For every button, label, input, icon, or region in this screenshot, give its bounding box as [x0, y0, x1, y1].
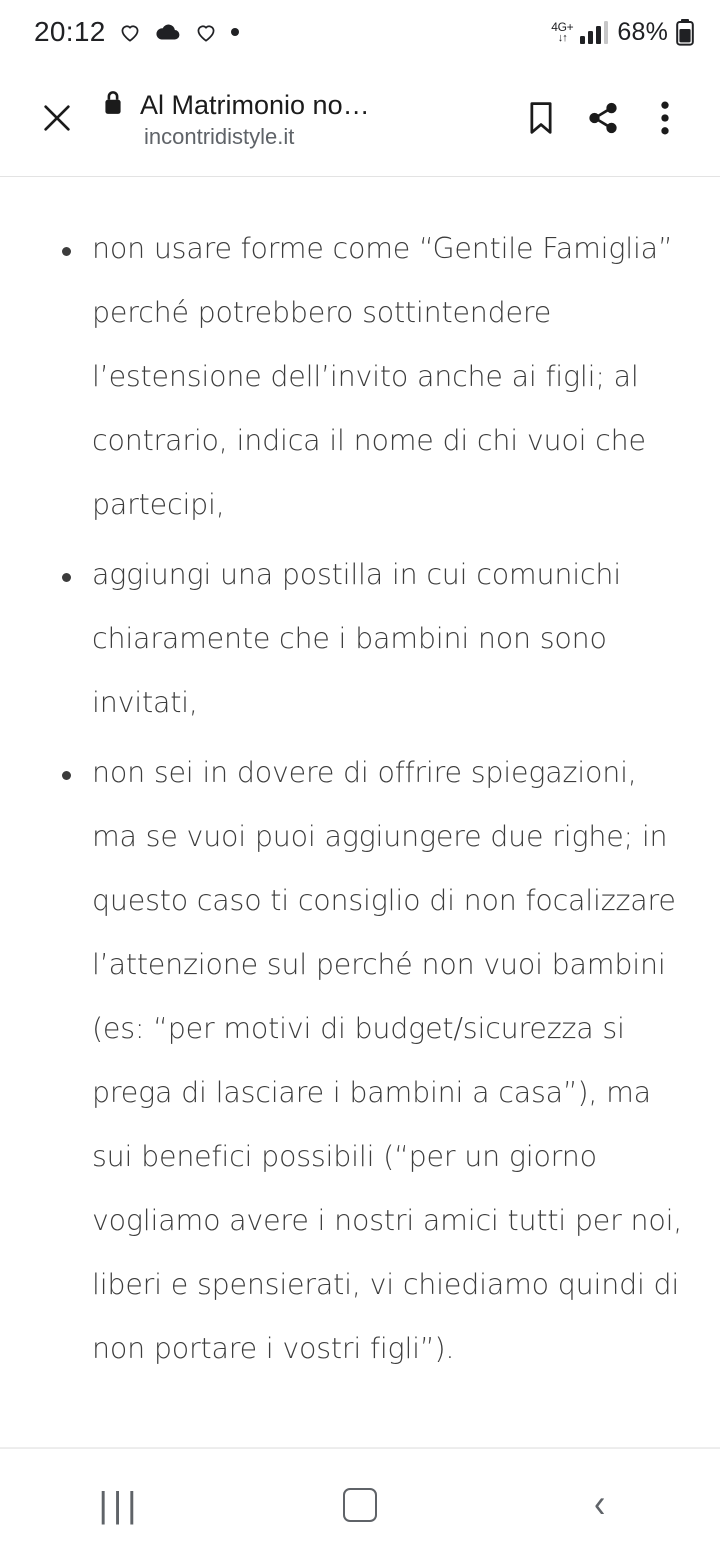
status-bar-left — [34, 16, 240, 48]
status-clock: 20:12 — [34, 16, 106, 47]
page-title: Al Matrimonio no… — [140, 90, 370, 120]
close-button[interactable] — [26, 89, 88, 151]
bookmark-button[interactable] — [510, 89, 572, 151]
bullet-list — [36, 217, 684, 1381]
back-icon: ‹ — [594, 1482, 606, 1526]
recents-icon: ||| — [98, 1483, 142, 1525]
battery-icon — [676, 18, 694, 46]
heart-icon — [193, 19, 219, 45]
recents-button[interactable] — [60, 1465, 180, 1545]
title-row — [102, 90, 500, 121]
page-host: incontridistyle.it — [144, 124, 295, 149]
lock-icon — [102, 90, 124, 121]
more-vertical-icon — [660, 101, 670, 140]
share-icon — [586, 101, 620, 140]
cloud-icon — [154, 19, 182, 45]
network-type-icon — [551, 21, 573, 44]
heart-icon — [117, 19, 143, 45]
list-item: non usare forme come “Gentile Famiglia” perché potrebbero sottintendere l’estensione dell’invito anche ai figli; al contrario, indica il nome di chi vuoi che partecipi, — [36, 217, 684, 537]
share-button[interactable] — [572, 89, 634, 151]
dot-icon — [230, 27, 240, 37]
home-icon — [343, 1488, 377, 1522]
page-info[interactable] — [88, 90, 510, 150]
back-button[interactable] — [540, 1465, 660, 1545]
bookmark-icon — [526, 101, 556, 140]
home-button[interactable] — [300, 1465, 420, 1545]
article-content — [0, 177, 720, 1409]
list-item: non sei in dovere di offrire spiegazioni, ma se vuoi puoi aggiungere due righe; in questo caso ti consiglio di non focalizzare l’attenzione sul perché non vuoi bambini (es: “per motivi di budget/sicurezza si prega di lasciare i bambini a casa”), ma sui benefici possibili (“per un giorno vogliamo avere i nostri amici tutti per noi, liberi e spensierati, vi chiediamo quindi di non portare i vostri figli”). — [36, 741, 684, 1381]
close-icon — [40, 101, 74, 140]
network-arrows-label: ↓↑ — [557, 31, 567, 44]
system-navigation-bar — [0, 1448, 720, 1560]
browser-toolbar — [0, 64, 720, 176]
battery-percent-label: 68% — [617, 17, 668, 46]
overflow-menu-button[interactable] — [634, 89, 696, 151]
list-item: aggiungi una postilla in cui comunichi chiaramente che i bambini non sono invitati, — [36, 543, 684, 735]
signal-bars-icon — [579, 19, 609, 45]
network-generation-label: 4G+ — [551, 19, 574, 34]
status-bar — [0, 0, 720, 64]
status-bar-right — [551, 18, 694, 47]
